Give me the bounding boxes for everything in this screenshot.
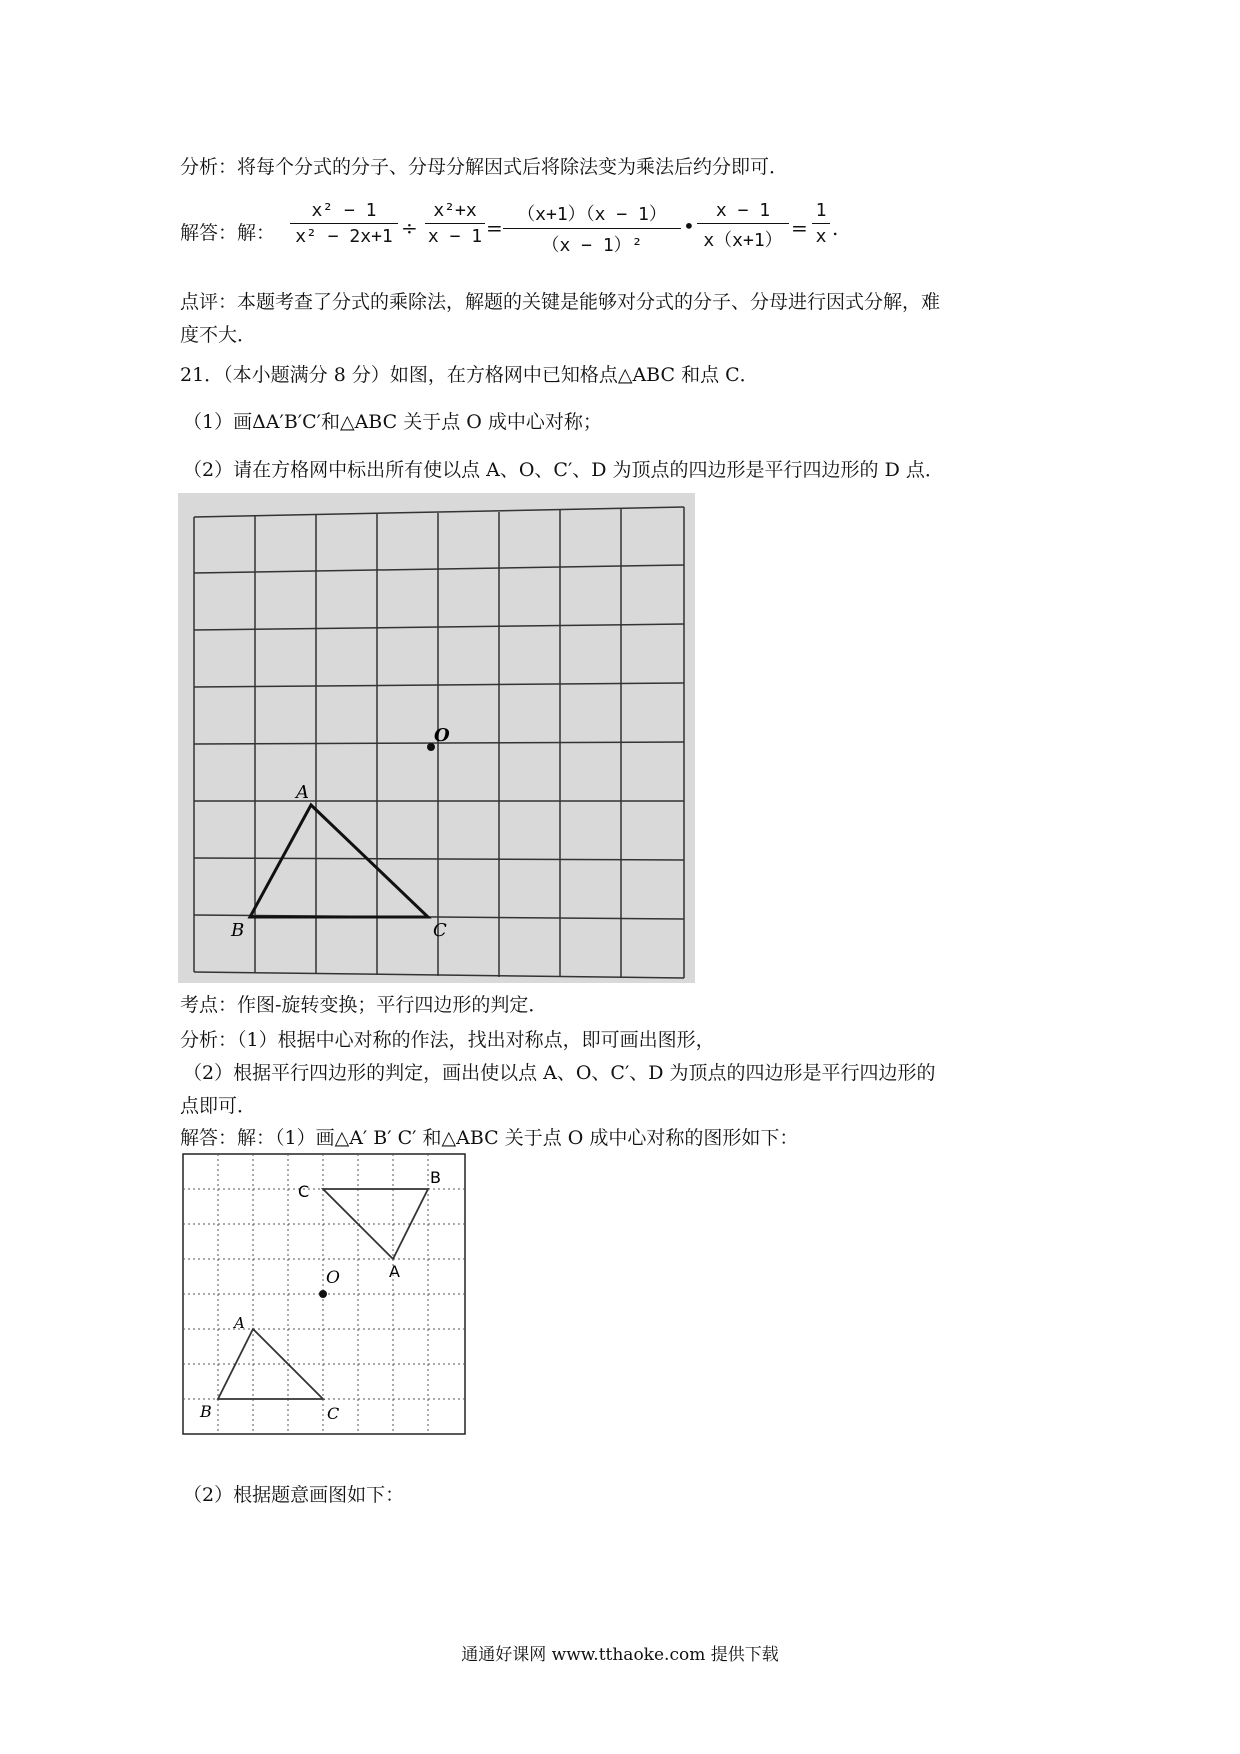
equals-sign-1: = xyxy=(486,216,503,240)
fraction-4-denominator: x（x+1） xyxy=(703,230,783,251)
label-a: A xyxy=(296,782,309,803)
kaodian-text: 考点：作图-旋转变换；平行四边形的判定． xyxy=(180,994,548,1016)
label-o-small: O xyxy=(326,1268,340,1288)
label-c: C xyxy=(433,920,447,941)
fraction-1-denominator: x² − 2x+1 xyxy=(295,226,393,247)
comment-line-1: 点评：本题考查了分式的乘除法，解题的关键是能够对分式的分子、分母进行因式分解，难 xyxy=(180,291,941,313)
label-a-small: A xyxy=(234,1314,245,1332)
answer-21-line-2: （2）根据题意画图如下： xyxy=(183,1484,405,1506)
fraction-5 xyxy=(812,200,830,247)
fraction-2-numerator: x²+x xyxy=(433,200,477,221)
fraction-5-numerator: 1 xyxy=(815,200,827,221)
solution-grid-svg xyxy=(182,1153,466,1435)
fraction-1 xyxy=(290,200,398,247)
analysis-21-line-2: （2）根据平行四边形的判定，画出使以点 A、O、C′、D 为顶点的四边形是平行四边形的 xyxy=(183,1062,936,1084)
analysis-text-q20: 分析：将每个分式的分子、分母分解因式后将除法变为乘法后约分即可． xyxy=(180,156,789,178)
fraction-1-numerator: x² − 1 xyxy=(311,200,377,221)
label-a-prime: A xyxy=(389,1262,400,1281)
comment-line-2: 度不大． xyxy=(180,324,257,346)
grid-figure-photo xyxy=(178,493,695,983)
fraction-4-numerator: x − 1 xyxy=(715,200,771,221)
fraction-4 xyxy=(697,200,789,252)
fraction-2-denominator: x − 1 xyxy=(427,226,483,247)
fraction-3-numerator: （x+1）（x − 1） xyxy=(517,204,667,225)
grid-figure-svg xyxy=(178,493,695,983)
equals-sign-2: = xyxy=(791,216,808,240)
question-21-title: 21．（本小题满分 8 分）如图，在方格网中已知格点△ABC 和点 C． xyxy=(180,364,759,386)
point-o-small xyxy=(319,1290,327,1298)
divide-sign: ÷ xyxy=(401,216,418,240)
label-c-small: C xyxy=(327,1404,340,1423)
analysis-21-line-1: 分析：（1）根据中心对称的作法，找出对称点，即可画出图形， xyxy=(180,1029,715,1051)
answer-prefix: 解答：解： xyxy=(180,222,276,244)
page-footer: 通通好课网 www.tthaoke.com 提供下载 xyxy=(461,1645,779,1665)
question-21-part-2: （2）请在方格网中标出所有使以点 A、O、C′、D 为顶点的四边形是平行四边形的 D 点． xyxy=(183,459,944,481)
label-b-small: B xyxy=(200,1402,212,1421)
label-b-prime: B xyxy=(430,1168,441,1187)
label-c-prime: C xyxy=(298,1182,310,1201)
fraction-5-denominator: x xyxy=(815,226,827,247)
label-o: O xyxy=(434,725,450,746)
fraction-2 xyxy=(425,200,485,247)
fraction-3-denominator: （x − 1）² xyxy=(541,235,643,256)
analysis-21-line-3: 点即可． xyxy=(180,1095,257,1117)
multiply-dot: • xyxy=(683,214,695,238)
fraction-3 xyxy=(503,200,681,257)
label-b: B xyxy=(231,920,245,941)
period: . xyxy=(832,216,839,240)
question-21-part-1: （1）画ΔA′B′C′和△ABC 关于点 O 成中心对称； xyxy=(183,411,602,433)
solution-grid-figure xyxy=(182,1153,466,1435)
triangle-abc xyxy=(250,805,428,917)
answer-21-line-1: 解答：解：（1）画△A′ B′ C′ 和△ABC 关于点 O 成中心对称的图形如下： xyxy=(180,1127,799,1149)
